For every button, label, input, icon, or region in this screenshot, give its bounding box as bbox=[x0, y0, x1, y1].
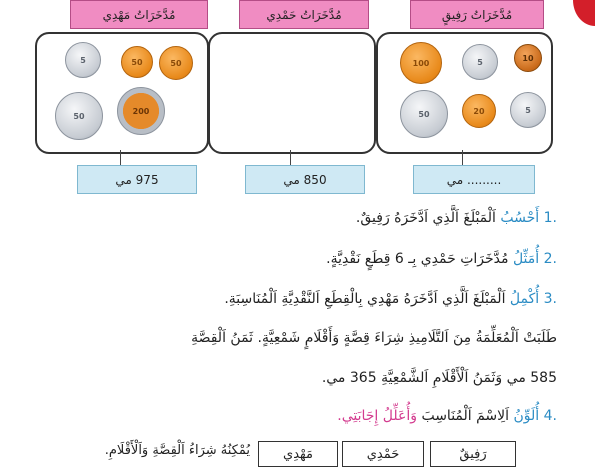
question-2: .2 أُمَثِّلُ مُدَّخَرَاتِ حَمْدِي بِـ 6 قِطَعٍ نَقْدِيَّةٍ. bbox=[326, 251, 557, 267]
problem-paragraph-line-2: 585 مي وَثَمَنُ اَلْأَقْلَامِ اَلشَّمْعِيَّةِ 365 مي. bbox=[321, 370, 557, 386]
coin-10-icon: 10 bbox=[514, 44, 542, 72]
question-3: .3 أُكْمِلُ اَلْمَبْلَغَ اَلَّذِي اَدَّخَرَهُ مَهْدِي بِالْقِطَعِ اَلنَّقْدِيَّةِ اَلْمُنَاسِبَةِ. bbox=[224, 291, 557, 307]
choice-mahdi[interactable]: مَهْدِي bbox=[258, 441, 338, 467]
coin-100-icon: 100 bbox=[400, 42, 442, 84]
coin-5-icon: 5 bbox=[65, 42, 101, 78]
hamdi-total-box: 850 مي bbox=[245, 165, 365, 194]
connector-line bbox=[462, 150, 463, 165]
hamdi-coins-box[interactable] bbox=[208, 32, 376, 154]
mahdi-coins-box bbox=[35, 32, 209, 154]
coin-50-icon: 50 bbox=[121, 46, 153, 78]
coin-50-icon: 50 bbox=[55, 92, 103, 140]
coin-5-icon: 5 bbox=[510, 92, 546, 128]
problem-paragraph-line-1: طَلَبَتْ اَلْمُعَلِّمَةُ مِنَ اَلتَّلَامِيذِ شِرَاءَ قِصَّةٍ وَأَقْلَامٍ شَمْعِيَّةٍ. ثَمَنُ اَلْقِصَّةِ bbox=[191, 330, 557, 346]
mahdi-savings-label: مُدَّخَرَاتُ مَهْدِي bbox=[70, 0, 208, 29]
final-sentence: يُمْكِنُهُ شِرَاءُ اَلْقِصَّةِ وَاَلْأَقْلَامِ. bbox=[104, 443, 250, 458]
red-corner-decoration bbox=[569, 0, 595, 30]
connector-line bbox=[290, 150, 291, 165]
coin-20-icon: 20 bbox=[462, 94, 496, 128]
rafiq-coins-box bbox=[376, 32, 553, 154]
coin-50-icon: 50 bbox=[159, 46, 193, 80]
question-1: .1 أَحْسُبُ اَلْمَبْلَغَ اَلَّذِي اَدَّخَرَهُ رَفِيقٌ. bbox=[355, 210, 557, 226]
mahdi-total-box: 975 مي bbox=[77, 165, 197, 194]
coin-200-icon: 200 bbox=[117, 87, 165, 135]
coin-5-icon: 5 bbox=[462, 44, 498, 80]
connector-line bbox=[120, 150, 121, 165]
choice-hamdi[interactable]: حَمْدِي bbox=[342, 441, 424, 467]
question-4: .4 أُلَوِّنُ اَلِاسْمَ اَلْمُنَاسِبَ وَأُعَلِّلُ إِجَابَتِي. bbox=[337, 408, 557, 424]
coin-50-icon: 50 bbox=[400, 90, 448, 138]
rafiq-total-box[interactable]: ......... مي bbox=[413, 165, 535, 194]
rafiq-savings-label: مُدَّخَرَاتُ رَفِيقٍ bbox=[410, 0, 544, 29]
choice-rafiq[interactable]: رَفِيقٌ bbox=[430, 441, 516, 467]
hamdi-savings-label: مُدَّخَرَاتُ حَمْدِي bbox=[239, 0, 369, 29]
